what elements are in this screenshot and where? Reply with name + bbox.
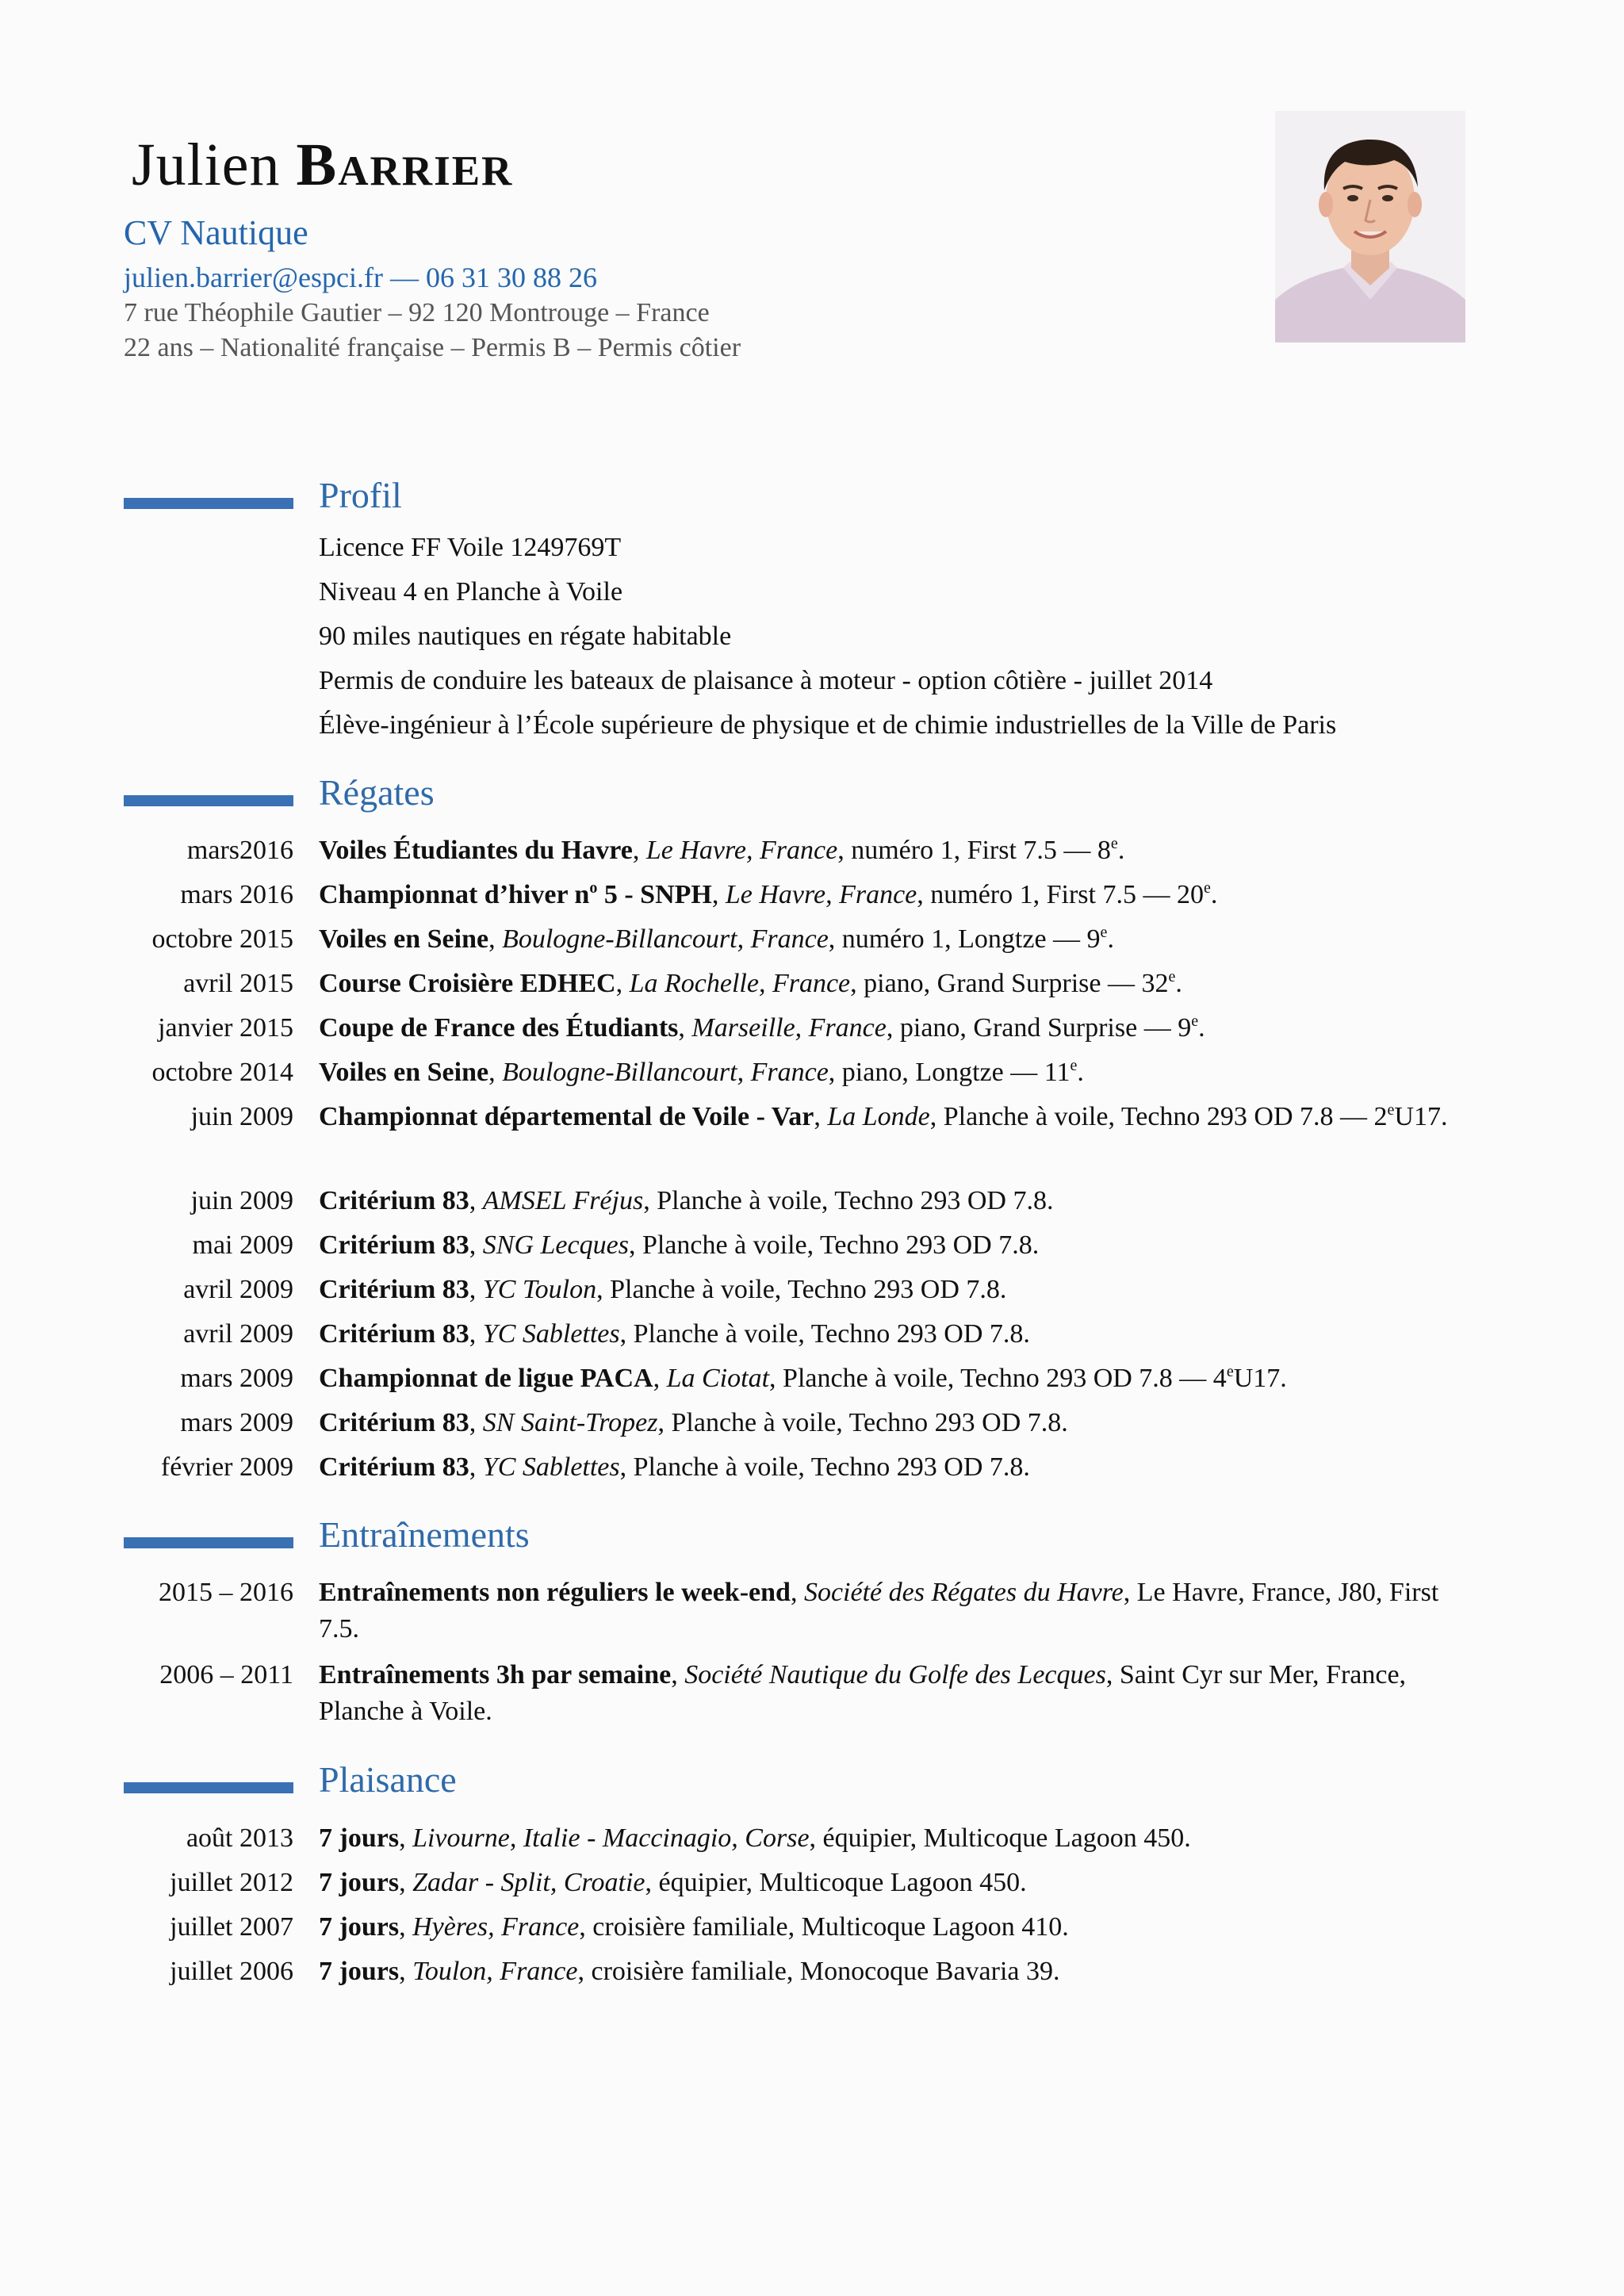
last-name: Barrier xyxy=(296,132,514,198)
entry-rank-superscript: e xyxy=(1168,968,1176,985)
entry-date: mars 2009 xyxy=(180,1408,293,1437)
entry-event: Critérium 83 xyxy=(319,1275,469,1304)
entry-date: janvier 2015 xyxy=(158,1013,293,1043)
entry-date: avril 2009 xyxy=(183,1319,293,1349)
address-line: 7 rue Théophile Gautier – 92 120 Montrouge – France xyxy=(124,298,710,327)
entry-event: Critérium 83 xyxy=(319,1319,469,1349)
entry-place: YC Sablettes xyxy=(482,1452,620,1482)
entry-event: Coupe de France des Étudiants xyxy=(319,1013,679,1043)
entry-place: Le Havre, France xyxy=(725,880,917,909)
entry-description: 7 jours, Livourne, Italie - Maccinagio, Corse, équipier, Multicoque Lagoon 450. xyxy=(319,1823,1191,1853)
entry-description: Entraînements 3h par semaine, Société Nautique du Golfe des Lecques, Saint Cyr sur Mer, France, Planche à Voile. xyxy=(319,1660,1407,1726)
entry-place: SN Saint-Tropez xyxy=(482,1408,658,1437)
profil-line: Élève-ingénieur à l’École supérieure de physique et de chimie industrielles de la Ville de Paris xyxy=(319,710,1337,740)
entry-event: Championnat de ligue PACA xyxy=(319,1364,653,1393)
entry-rank-superscript: e xyxy=(1070,1057,1078,1074)
entry-description: Championnat d’hiver $n^o$ 5 - SNPH, Le Havre, France, numéro 1, First 7.5 — 20e. xyxy=(319,879,1218,909)
profil-line: Licence FF Voile 1249769T xyxy=(319,533,622,562)
entry-date: 2015 – 2016 xyxy=(159,1578,293,1607)
entry-place: Marseille, France xyxy=(691,1013,887,1043)
entry-event: Critérium 83 xyxy=(319,1408,469,1437)
entry-date: mars 2009 xyxy=(180,1364,293,1393)
entry-description: 7 jours, Hyères, France, croisière familiale, Multicoque Lagoon 410. xyxy=(319,1912,1069,1942)
entry-event: Voiles en Seine xyxy=(319,1058,489,1087)
entry-date: juillet 2012 xyxy=(170,1868,293,1897)
profil-line: 90 miles nautiques en régate habitable xyxy=(319,622,732,651)
entry-event: Championnat d’hiver $n^o$ 5 - SNPH xyxy=(319,879,712,909)
contact-line[interactable]: julien.barrier@espci.fr — 06 31 30 88 26 xyxy=(124,262,598,293)
entry-place: La Rochelle, France xyxy=(629,969,851,998)
entry-rank-superscript: e xyxy=(1110,835,1118,852)
entry-description: Voiles en Seine, Boulogne-Billancourt, France, numéro 1, Longtze — 9e. xyxy=(319,924,1114,954)
entry-event: Critérium 83 xyxy=(319,1230,469,1260)
entry-description: 7 jours, Zadar - Split, Croatie, équipier, Multicoque Lagoon 450. xyxy=(319,1868,1027,1897)
entry-date: avril 2015 xyxy=(183,969,293,998)
entrainements-bar xyxy=(124,1537,293,1548)
regates-bar xyxy=(124,795,293,806)
entry-place: Société des Régates du Havre xyxy=(803,1578,1124,1607)
entry-place: YC Sablettes xyxy=(482,1319,620,1349)
entry-place: AMSEL Fréjus xyxy=(482,1186,644,1215)
entry-date: juin 2009 xyxy=(190,1186,293,1215)
entry-rank-superscript: e xyxy=(1387,1101,1395,1119)
entry-description: Championnat départemental de Voile - Var, La Londe, Planche à voile, Techno 293 OD 7.8 — 2eU17. xyxy=(319,1101,1448,1131)
entry-description: Entraînements non réguliers le week-end, Société des Régates du Havre, Le Havre, France, J80, First 7.5. xyxy=(319,1578,1439,1644)
entry-description: Voiles Étudiantes du Havre, Le Havre, France, numéro 1, First 7.5 — 8e. xyxy=(319,835,1125,865)
entry-rank-superscript: e xyxy=(1203,879,1211,897)
entry-description: Championnat de ligue PACA, La Ciotat, Planche à voile, Techno 293 OD 7.8 — 4eU17. xyxy=(319,1363,1287,1393)
entry-event: 7 jours xyxy=(319,1912,400,1942)
entry-date: 2006 – 2011 xyxy=(159,1660,293,1689)
entry-event: 7 jours xyxy=(319,1868,400,1897)
entry-event-superscript: o xyxy=(589,879,598,897)
entry-date: juillet 2007 xyxy=(170,1912,293,1942)
person-name xyxy=(132,127,513,203)
entry-date: mai 2009 xyxy=(192,1230,293,1260)
entry-event: Critérium 83 xyxy=(319,1186,469,1215)
profil-line: Permis de conduire les bateaux de plaisance à moteur - option côtière - juillet 2014 xyxy=(319,666,1213,695)
profile-photo xyxy=(1275,111,1465,342)
entry-description: Critérium 83, SNG Lecques, Planche à voile, Techno 293 OD 7.8. xyxy=(319,1230,1040,1260)
entry-place: YC Toulon xyxy=(482,1275,597,1304)
section-title-profil: Profil xyxy=(319,475,402,515)
entry-description: Critérium 83, YC Toulon, Planche à voile, Techno 293 OD 7.8. xyxy=(319,1275,1007,1304)
entry-date: octobre 2014 xyxy=(151,1058,293,1087)
entry-description: Critérium 83, AMSEL Fréjus, Planche à voile, Techno 293 OD 7.8. xyxy=(319,1186,1054,1215)
entry-place: Toulon, France xyxy=(412,1957,578,1986)
entry-description: Voiles en Seine, Boulogne-Billancourt, France, piano, Longtze — 11e. xyxy=(319,1057,1084,1087)
entry-date: juin 2009 xyxy=(190,1102,293,1131)
entry-description: Coupe de France des Étudiants, Marseille, France, piano, Grand Surprise — 9e. xyxy=(319,1012,1205,1043)
entry-description: Course Croisière EDHEC, La Rochelle, France, piano, Grand Surprise — 32e. xyxy=(319,968,1182,998)
entry-event: Entraînements non réguliers le week-end xyxy=(319,1578,791,1607)
entry-date: mars 2016 xyxy=(180,880,293,909)
entry-event: Course Croisière EDHEC xyxy=(319,969,616,998)
entry-description: Critérium 83, SN Saint-Tropez, Planche à voile, Techno 293 OD 7.8. xyxy=(319,1408,1068,1437)
entry-description: Critérium 83, YC Sablettes, Planche à voile, Techno 293 OD 7.8. xyxy=(319,1452,1030,1482)
section-title-regates: Régates xyxy=(319,772,435,813)
profil-bar xyxy=(124,498,293,509)
entry-rank-superscript: e xyxy=(1100,924,1108,941)
plaisance-bar xyxy=(124,1782,293,1793)
section-title-entrainements: Entraînements xyxy=(319,1514,530,1555)
entry-description: 7 jours, Toulon, France, croisière familiale, Monocoque Bavaria 39. xyxy=(319,1957,1060,1986)
entry-place: Boulogne-Billancourt, France xyxy=(502,1058,829,1087)
entry-place: La Londe xyxy=(827,1102,930,1131)
entry-date: avril 2009 xyxy=(183,1275,293,1304)
entry-place: La Ciotat xyxy=(666,1364,770,1393)
entry-event: Voiles en Seine xyxy=(319,924,489,954)
first-name: Julien xyxy=(132,132,281,198)
section-title-plaisance: Plaisance xyxy=(319,1759,457,1800)
entry-date: mars2016 xyxy=(186,836,293,865)
cv-subtitle: CV Nautique xyxy=(124,213,308,252)
entry-place: SNG Lecques xyxy=(482,1230,629,1260)
profil-line: Niveau 4 en Planche à Voile xyxy=(319,577,623,607)
entry-place: Boulogne-Billancourt, France xyxy=(502,924,829,954)
entry-event: 7 jours xyxy=(319,1823,400,1853)
entry-description: Critérium 83, YC Sablettes, Planche à voile, Techno 293 OD 7.8. xyxy=(319,1319,1030,1349)
entry-date: février 2009 xyxy=(160,1452,293,1482)
entry-place: Livourne, Italie - Maccinagio, Corse xyxy=(412,1823,810,1853)
entry-place: Société Nautique du Golfe des Lecques xyxy=(684,1660,1106,1689)
entry-event: Critérium 83 xyxy=(319,1452,469,1482)
portrait-illustration xyxy=(1275,111,1465,342)
entry-date: octobre 2015 xyxy=(151,924,293,954)
entry-place: Le Havre, France xyxy=(645,836,838,865)
entry-place: Zadar - Split, Croatie xyxy=(412,1868,645,1897)
entry-date: juillet 2006 xyxy=(170,1957,293,1986)
personal-info-line: 22 ans – Nationalité française – Permis B – Permis côtier xyxy=(124,333,741,362)
entry-date: août 2013 xyxy=(186,1823,293,1853)
entry-place: Hyères, France xyxy=(412,1912,580,1942)
entry-event: Championnat départemental de Voile - Var xyxy=(319,1102,814,1131)
entry-rank-superscript: e xyxy=(1191,1012,1199,1030)
entry-event: Voiles Étudiantes du Havre xyxy=(319,836,633,865)
entry-event: Entraînements 3h par semaine xyxy=(319,1660,672,1689)
entry-event: 7 jours xyxy=(319,1957,400,1986)
entry-rank-superscript: e xyxy=(1226,1363,1234,1380)
